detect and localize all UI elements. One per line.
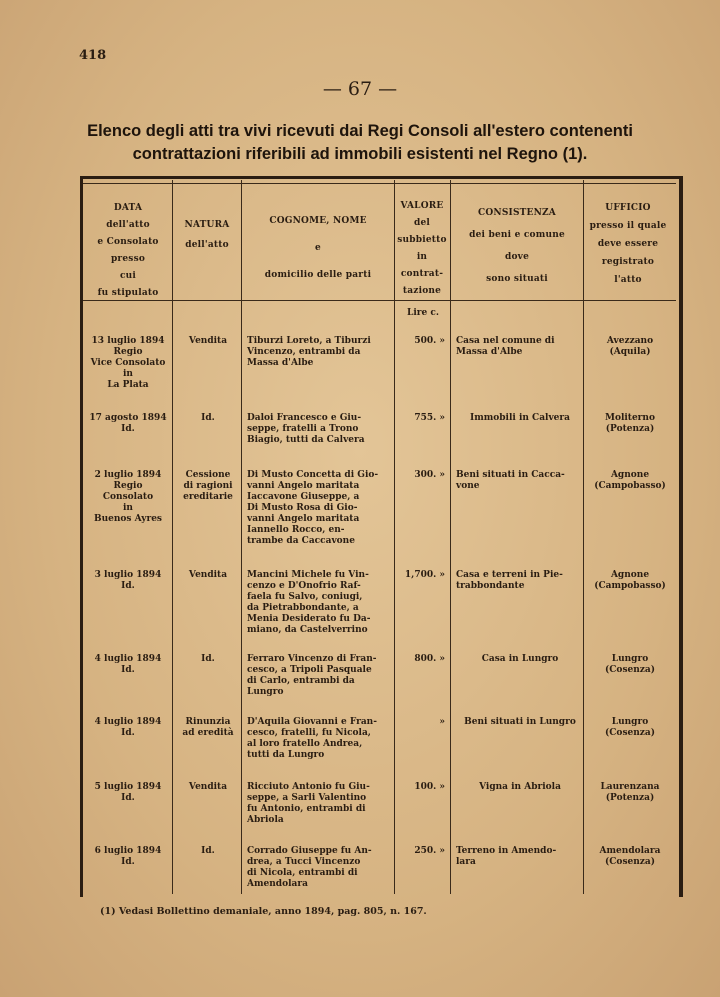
cell-data-line: Vice Consolato <box>90 358 166 368</box>
currency-label: Lire c. <box>407 308 439 318</box>
cell-nome-line: D'Aquila Giovanni e Fran- <box>247 717 377 727</box>
cell-ufficio <box>588 570 672 592</box>
cell-nome-line: Menia Desiderato fu Da- <box>247 614 371 624</box>
cell-nome <box>247 782 392 826</box>
cell-nome-line: drea, a Tucci Vincenzo <box>247 857 361 867</box>
cell-natura-line: Id. <box>201 846 215 856</box>
cell-consistenza <box>456 336 584 358</box>
cell-natura-line: Vendita <box>188 336 228 346</box>
cell-data-line: Regio <box>113 481 143 491</box>
cell-nome-line: cesco, a Tripoli Pasquale <box>247 665 372 675</box>
cell-ufficio-line: Amendolara <box>599 846 661 856</box>
page-number: — 67 — <box>322 78 398 100</box>
cell-data-line: Id. <box>121 424 135 434</box>
cell-valore <box>397 846 445 857</box>
cell-valore-line: 300. » <box>414 470 445 480</box>
cell-ufficio <box>588 654 672 676</box>
cell-consistenza-line: Terreno in Amendo- <box>456 846 557 856</box>
cell-natura <box>176 413 240 424</box>
header-ufficio: UFFICIO presso il quale deve essere registrato l'atto <box>589 203 667 285</box>
cell-nome-line: di Nicola, entrambi di <box>247 868 358 878</box>
cell-data <box>88 782 168 804</box>
cell-ufficio-line: Agnone <box>610 470 650 480</box>
cell-data-line: Id. <box>121 581 135 591</box>
cell-data-line: 13 luglio 1894 <box>91 336 165 346</box>
cell-nome-line: vanni Angelo maritata <box>247 514 360 524</box>
cell-ufficio <box>588 470 672 492</box>
cell-consistenza <box>456 413 584 424</box>
cell-ufficio-line: Lungro <box>611 717 649 727</box>
cell-data-line: Consolato <box>102 492 154 502</box>
cell-nome <box>247 570 392 636</box>
cell-nome-line: Corrado Giuseppe fu An- <box>247 846 372 856</box>
cell-consistenza <box>456 470 584 492</box>
cell-nome-line: Ferraro Vincenzo di Fran- <box>247 654 377 664</box>
cell-consistenza-line: Casa e terreni in Pie- <box>456 570 563 580</box>
cell-nome-line: Abriola <box>247 815 284 825</box>
cell-consistenza-line: Casa in Lungro <box>481 654 559 664</box>
cell-consistenza <box>456 846 584 868</box>
cell-nome-line: Tiburzi Loreto, a Tiburzi <box>247 336 371 346</box>
cell-consistenza <box>456 782 584 793</box>
cell-ufficio-line: (Cosenza) <box>605 665 655 675</box>
cell-data-line: 4 luglio 1894 <box>94 654 162 664</box>
cell-nome-line: cesco, fratelli, fu Nicola, <box>247 728 371 738</box>
cell-consistenza <box>456 654 584 665</box>
cell-ufficio-line: Moliterno <box>605 413 655 423</box>
cell-data <box>88 846 168 868</box>
cell-natura-line: Rinunzia <box>185 717 231 727</box>
cell-natura-line: Vendita <box>188 782 228 792</box>
cell-consistenza-line: Beni situati in Lungro <box>464 717 576 727</box>
cell-consistenza-line: trabbondante <box>456 581 525 591</box>
cell-nome <box>247 470 392 547</box>
cell-valore <box>397 717 445 728</box>
cell-natura <box>176 782 240 793</box>
cell-nome <box>247 413 392 446</box>
cell-nome <box>247 717 392 761</box>
cell-nome-line: tutti da Lungro <box>247 750 325 760</box>
cell-ufficio-line: (Campobasso) <box>594 581 666 591</box>
cell-valore <box>397 470 445 481</box>
cell-data-line: in <box>123 503 133 513</box>
cell-data-line: Buenos Ayres <box>93 514 162 524</box>
cell-valore-line: 500. » <box>414 336 445 346</box>
cell-ufficio-line: Laurenzana <box>600 782 660 792</box>
header-nome: COGNOME, NOME e domicilio delle parti <box>264 216 372 280</box>
cell-nome-line: cenzo e D'Onofrio Raf- <box>247 581 361 591</box>
header-data: DATA dell'atto e Consolato presso cui fu stipulato <box>97 203 159 298</box>
title-line-1: Elenco degli atti tra vivi ricevuti dai Regi Consoli all'estero contenenti <box>87 122 633 140</box>
cell-ufficio <box>588 413 672 435</box>
cell-data-line: La Plata <box>107 380 149 390</box>
cell-natura-line: Id. <box>201 654 215 664</box>
cell-nome-line: Di Musto Concetta di Gio- <box>247 470 379 480</box>
cell-natura-line: Cessione <box>185 470 231 480</box>
cell-nome-line: Mancini Michele fu Vin- <box>247 570 369 580</box>
cell-ufficio-line: (Cosenza) <box>605 728 655 738</box>
cell-valore-line: 100. » <box>414 782 445 792</box>
cell-valore <box>397 336 445 347</box>
column-divider <box>394 180 395 894</box>
cell-consistenza-line: lara <box>456 857 476 867</box>
cell-natura <box>176 717 240 739</box>
cell-data <box>88 654 168 676</box>
cell-valore <box>397 570 445 581</box>
cell-natura-line: ereditarie <box>183 492 233 502</box>
cell-nome-line: Di Musto Rosa di Gio- <box>247 503 358 513</box>
cell-valore-line: 755. » <box>414 413 445 423</box>
cell-ufficio-line: (Aquila) <box>609 347 651 357</box>
header-natura: NATURA dell'atto <box>184 220 230 250</box>
cell-data-line: 17 agosto 1894 <box>89 413 167 423</box>
cell-consistenza-line: Immobili in Calvera <box>470 413 570 423</box>
cell-ufficio-line: (Potenza) <box>605 424 655 434</box>
cell-nome <box>247 654 392 698</box>
cell-nome-line: al loro fratello Andrea, <box>247 739 363 749</box>
column-divider <box>241 180 242 894</box>
cell-data-line: 4 luglio 1894 <box>94 717 162 727</box>
cell-natura-line: Vendita <box>188 570 228 580</box>
cell-consistenza-line: vone <box>456 481 480 491</box>
cell-natura-line: Id. <box>201 413 215 423</box>
cell-nome-line: seppe, fratelli a Trono <box>247 424 359 434</box>
header-valore: VALORE del subbietto in contrat- tazione <box>397 201 447 296</box>
column-divider <box>172 180 173 894</box>
cell-consistenza-line: Vigna in Abriola <box>479 782 561 792</box>
cell-natura <box>176 470 240 503</box>
cell-valore-line: 250. » <box>414 846 445 856</box>
column-divider <box>450 180 451 894</box>
cell-nome-line: Iannello Rocco, en- <box>247 525 345 535</box>
cell-nome <box>247 336 392 369</box>
cell-nome <box>247 846 392 890</box>
cell-consistenza <box>456 570 584 592</box>
cell-data-line: Id. <box>121 793 135 803</box>
cell-ufficio <box>588 846 672 868</box>
cell-data-line: 2 luglio 1894 <box>94 470 162 480</box>
cell-nome-line: Massa d'Albe <box>247 358 314 368</box>
cell-nome-line: fu Antonio, entrambi di <box>247 804 366 814</box>
cell-valore-line: 800. » <box>414 654 445 664</box>
cell-valore <box>397 654 445 665</box>
title-line-2: contrattazioni riferibili ad immobili esistenti nel Regno (1). <box>132 145 588 163</box>
cell-consistenza <box>456 717 584 728</box>
cell-natura-line: di ragioni <box>183 481 233 491</box>
cell-data <box>88 717 168 739</box>
cell-data-line: in <box>123 369 133 379</box>
cell-nome-line: faela fu Salvo, coniugi, <box>247 592 363 602</box>
cell-nome-line: Daloi Francesco e Giu- <box>247 413 362 423</box>
folio-number: 418 <box>79 48 107 63</box>
header-consistenza: CONSISTENZA dei beni e comune dove sono situati <box>469 208 565 284</box>
cell-consistenza-line: Casa nel comune di <box>456 336 555 346</box>
cell-consistenza-line: Beni situati in Cacca- <box>456 470 565 480</box>
cell-ufficio <box>588 336 672 358</box>
page-title <box>60 120 660 166</box>
cell-ufficio-line: Avezzano <box>606 336 654 346</box>
cell-natura <box>176 336 240 347</box>
cell-nome-line: Biagio, tutti da Calvera <box>247 435 365 445</box>
cell-data-line: Id. <box>121 857 135 867</box>
cell-nome-line: di Carlo, entrambi da <box>247 676 355 686</box>
cell-nome-line: Amendolara <box>247 879 308 889</box>
cell-data <box>88 413 168 435</box>
cell-data <box>88 570 168 592</box>
cell-ufficio <box>588 782 672 804</box>
cell-nome-line: miano, da Castelverrino <box>247 625 368 635</box>
cell-ufficio-line: (Potenza) <box>605 793 655 803</box>
cell-ufficio-line: (Campobasso) <box>594 481 666 491</box>
cell-ufficio-line: Agnone <box>610 570 650 580</box>
cell-natura <box>176 654 240 665</box>
cell-data-line: 3 luglio 1894 <box>94 570 162 580</box>
cell-nome-line: vanni Angelo maritata <box>247 481 360 491</box>
cell-consistenza-line: Massa d'Albe <box>456 347 523 357</box>
cell-nome-line: Vincenzo, entrambi da <box>247 347 361 357</box>
cell-data <box>88 336 168 391</box>
cell-valore <box>397 782 445 793</box>
cell-data-line: Id. <box>121 728 135 738</box>
cell-data-line: Id. <box>121 665 135 675</box>
cell-natura-line: ad eredità <box>182 728 234 738</box>
cell-natura <box>176 846 240 857</box>
cell-nome-line: seppe, a Sarli Valentino <box>247 793 367 803</box>
cell-ufficio-line: (Cosenza) <box>605 857 655 867</box>
cell-nome-line: Lungro <box>247 687 284 697</box>
cell-valore <box>397 413 445 424</box>
cell-nome-line: Iaccavone Giuseppe, a <box>247 492 360 502</box>
cell-ufficio <box>588 717 672 739</box>
cell-data-line: Regio <box>113 347 143 357</box>
cell-natura <box>176 570 240 581</box>
footnote: (1) Vedasi Bollettino demaniale, anno 1894, pag. 805, n. 167. <box>100 906 427 917</box>
cell-nome-line: da Pietrabbondante, a <box>247 603 359 613</box>
cell-data <box>88 470 168 525</box>
cell-nome-line: trambe da Caccavone <box>247 536 355 546</box>
cell-nome-line: Ricciuto Antonio fu Giu- <box>247 782 370 792</box>
cell-valore-line: 1,700. » <box>404 570 445 580</box>
cell-data-line: 6 luglio 1894 <box>94 846 162 856</box>
cell-ufficio-line: Lungro <box>611 654 649 664</box>
cell-valore-line: » <box>439 717 445 727</box>
cell-data-line: 5 luglio 1894 <box>94 782 162 792</box>
